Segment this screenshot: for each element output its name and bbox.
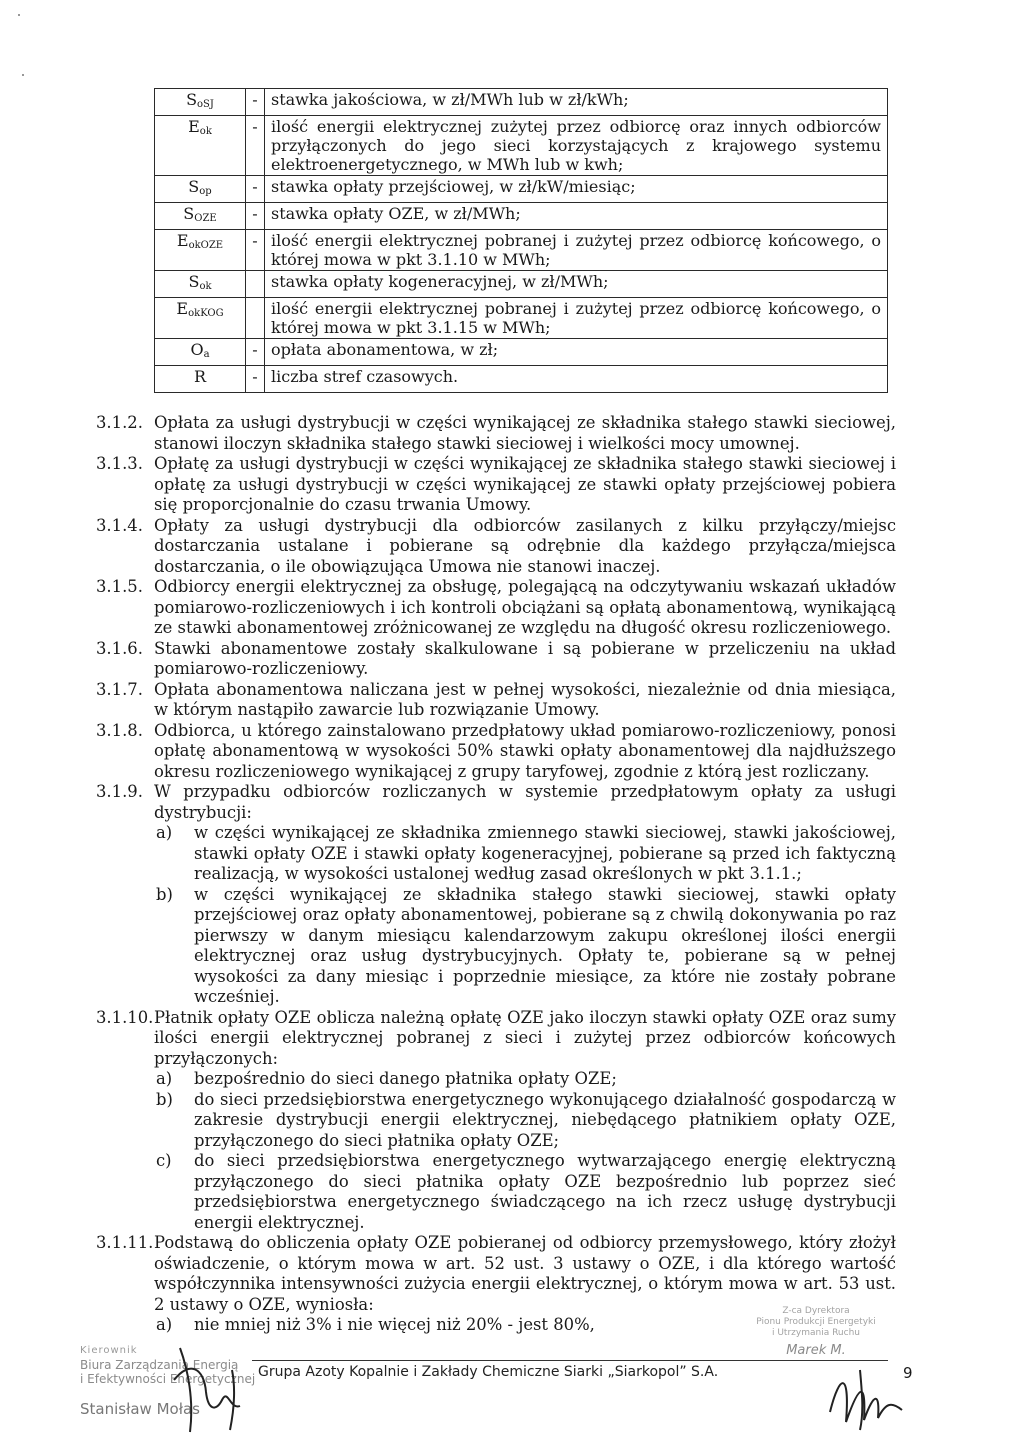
symbol-cell — [155, 271, 246, 298]
symbol-row — [155, 203, 888, 230]
symbol-cell — [155, 230, 246, 271]
description-cell: opłata abonamentowa, w zł; — [265, 339, 888, 366]
symbol-base: E — [188, 117, 200, 136]
left-signature — [160, 1340, 280, 1440]
section-body — [154, 639, 896, 680]
symbol-cell — [155, 339, 246, 366]
section-number: 3.1.6. — [96, 638, 143, 658]
description-cell: ilość energii elektrycznej pobranej i zużytej przez odbiorcę końcowego, o której mowa w pkt 3.1.10 w MWh; — [265, 230, 888, 271]
sub-item-text: nie mniej niż 3% i nie więcej niż 20% - jest 80%, — [194, 1315, 595, 1334]
stamp-right-name: Marek M. — [786, 1343, 846, 1358]
section-item — [96, 454, 896, 516]
symbol-subscript: oSJ — [197, 99, 214, 110]
symbol-cell — [155, 366, 246, 393]
section-number: 3.1.5. — [96, 577, 143, 596]
scan-speck — [22, 74, 24, 76]
section-body — [154, 413, 896, 454]
stamp-left-role: Kierownik — [80, 1345, 138, 1356]
section-text: Stawki abonamentowe zostały skalkulowane i są pobierane w przeliczeniu na układ pomiarowo-rozliczeniowy. — [154, 638, 896, 678]
dash-cell — [246, 271, 265, 298]
section-number: 3.1.3. — [96, 454, 143, 473]
sub-item-letter: b) — [156, 1089, 173, 1109]
sub-item-letter: a) — [156, 1069, 173, 1088]
description-cell: ilość energii elektrycznej zużytej przez odbiorcę oraz innych odbiorców przyłączonych do jego sieci korzystających z krajowego systemu elektroenergetycznego, w MWh lub w kwh; — [265, 116, 888, 176]
sub-item-letter: a) — [156, 1315, 173, 1334]
dash-cell: - — [246, 366, 265, 393]
section-number: 3.1.9. — [96, 782, 143, 801]
symbol-base: S — [188, 177, 200, 196]
section-item — [96, 413, 896, 454]
section-body — [154, 1008, 896, 1234]
section-text: W przypadku odbiorców rozliczanych w systemie przedpłatowym opłaty za usługi dystrybucji: — [154, 782, 896, 822]
symbol-base: O — [190, 340, 204, 359]
symbol-subscript: ok — [199, 126, 212, 137]
dash-cell: - — [246, 176, 265, 203]
stamp-right-line2: Pionu Produkcji Energetyki — [756, 1317, 876, 1327]
section-body — [154, 577, 896, 639]
sub-item-text: w części wynikającej ze składnika stałego stawki sieciowej, stawki opłaty przejściowej oraz opłaty abonamentowej, pobierane są z chwilą dokonywania po raz pierwszy w danym miesiącu kalendarzowym zakupu określonej ilości energii elektrycznej oraz usług dystrybucyjnych. Opłaty te, pobierane są w pełnej wysokości za dany miesiąc i poprzednie miesiące, za które nie zostały pobrane wcześniej. — [194, 884, 896, 1006]
description-cell: stawka opłaty OZE, w zł/MWh; — [265, 203, 888, 230]
stamp-right-line1: Z-ca Dyrektora — [782, 1306, 850, 1316]
sub-item — [154, 1090, 896, 1152]
section-number: 3.1.4. — [96, 515, 143, 535]
symbol-row — [155, 89, 888, 116]
sub-item — [154, 823, 896, 885]
section-item — [96, 516, 896, 578]
symbol-cell — [155, 203, 246, 230]
symbol-cell — [155, 89, 246, 116]
scan-speck — [18, 14, 20, 16]
symbol-base: E — [176, 299, 189, 318]
symbol-cell — [155, 176, 246, 203]
section-text: Opłatę za usługi dystrybucji w części wynikającej ze składnika stałego stawki sieciowej i opłatę za usługi dystrybucji w części wynikającej ze stawki opłaty przejściowej pobiera się proporcjonalnie do czasu trwania Umowy. — [154, 454, 896, 514]
symbol-subscript: okKOG — [188, 308, 224, 319]
section-item — [96, 680, 896, 721]
symbol-row — [155, 339, 888, 366]
sub-item-letter: c) — [156, 1151, 172, 1170]
numbered-sections — [96, 413, 896, 1336]
dash-cell: - — [246, 116, 265, 176]
right-signature — [820, 1362, 910, 1432]
symbol-subscript: ok — [199, 281, 212, 292]
section-text: Odbiorcy energii elektrycznej za obsługę, polegającą na odczytywaniu wskazań układów pomiarowo-rozliczeniowych i ich kontroli obciążani są opłatą abonamentową, wynikającą ze stawki abonamentowej zróżnicowanej ze względu na długość okresu rozliczeniowego. — [154, 577, 896, 637]
description-cell: liczba stref czasowych. — [265, 366, 888, 393]
symbol-subscript: okOZE — [188, 240, 224, 251]
symbol-base: S — [183, 204, 195, 223]
section-item — [96, 782, 896, 1008]
page-number: 9 — [903, 1364, 913, 1382]
description-cell: ilość energii elektrycznej pobranej i zużytej przez odbiorcę końcowego, o której mowa w pkt 3.1.15 w MWh; — [265, 298, 888, 339]
symbol-row — [155, 230, 888, 271]
symbol-table — [154, 88, 888, 393]
symbol-row — [155, 116, 888, 176]
dash-cell: - — [246, 203, 265, 230]
section-body — [154, 782, 896, 1008]
symbol-cell — [155, 116, 246, 176]
sub-item — [154, 1151, 896, 1233]
stamp-left-name: Stanisław Mołas — [80, 1400, 200, 1418]
symbol-row — [155, 366, 888, 393]
section-number: 3.1.10. — [96, 1007, 154, 1027]
section-number: 3.1.7. — [96, 679, 143, 699]
section-number: 3.1.2. — [96, 413, 143, 432]
stamp-left-line1: Biura Zarządzania Energią — [80, 1358, 239, 1372]
sub-item-text: bezpośrednio do sieci danego płatnika opłaty OZE; — [194, 1069, 617, 1088]
symbol-row — [155, 271, 888, 298]
symbol-subscript: OZE — [194, 213, 217, 224]
section-number: 3.1.11. — [96, 1233, 154, 1252]
symbol-base: R — [193, 367, 207, 386]
section-body — [154, 454, 896, 516]
section-text: Podstawą do obliczenia opłaty OZE pobieranej od odbiorcy przemysłowego, który złożył oświadczenie, o którym mowa w art. 52 ust. 3 ustawy o OZE, i dla którego wartość współczynnika intensywności zużycia energii elektrycznej, o którym mowa w art. 53 ust. 2 ustawy o OZE, wyniosła: — [154, 1233, 896, 1314]
symbol-base: S — [186, 90, 198, 109]
section-item — [96, 1008, 896, 1234]
description-cell: stawka opłaty kogeneracyjnej, w zł/MWh; — [265, 271, 888, 298]
symbol-base: E — [176, 231, 189, 250]
section-text: Płatnik opłaty OZE oblicza należną opłatę OZE jako iloczyn stawki opłaty OZE oraz sumy ilości energii elektrycznej pobranej z sieci i zużytej przez odbiorców końcowych przyłączonych: — [154, 1007, 896, 1068]
section-item — [96, 577, 896, 639]
sub-item — [154, 885, 896, 1008]
sub-item-text: do sieci przedsiębiorstwa energetycznego wytwarzającego energię elektryczną przyłączonego do sieci płatnika opłaty OZE bezpośrednio lub poprzez sieć przedsiębiorstwa energetycznego świadczącego na ich rzecz usługę dystrybucji energii elektrycznej. — [194, 1151, 896, 1232]
footer-company: Grupa Azoty Kopalnie i Zakłady Chemiczne Siarki „Siarkopol” S.A. — [258, 1364, 719, 1380]
symbol-base: S — [188, 272, 200, 291]
sub-item-letter: a) — [156, 823, 173, 842]
sub-item-text: do sieci przedsiębiorstwa energetycznego wykonującego działalność gospodarczą w zakresie dystrybucji energii elektrycznej, niebędącego płatnikiem opłaty OZE, przyłączonego do sieci płatnika opłaty OZE; — [194, 1089, 896, 1150]
symbol-row — [155, 176, 888, 203]
section-item — [96, 639, 896, 680]
section-number: 3.1.8. — [96, 720, 143, 740]
section-body — [154, 721, 896, 783]
stamp-right-line3: i Utrzymania Ruchu — [771, 1328, 860, 1338]
description-cell: stawka opłaty przejściowej, w zł/kW/miesiąc; — [265, 176, 888, 203]
symbol-subscript: op — [199, 186, 212, 197]
sub-item — [154, 1069, 896, 1090]
sub-item-text: w części wynikającej ze składnika zmiennego stawki sieciowej, stawki jakościowej, stawki opłaty OZE i stawki opłaty kogeneracyjnej, pobierane są przed ich faktyczną realizacją, w wysokości ustalonej według zasad określonych w pkt 3.1.1.; — [194, 823, 896, 883]
description-cell: stawka jakościowa, w zł/MWh lub w zł/kWh; — [265, 89, 888, 116]
section-text: Opłata abonamentowa naliczana jest w pełnej wysokości, niezależnie od dnia miesiąca, w którym nastąpiło zawarcie lub rozwiązanie Umowy. — [154, 679, 896, 719]
section-text: Odbiorca, u którego zainstalowano przedpłatowy układ pomiarowo-rozliczeniowy, ponosi opłatę abonamentową w wysokości 50% stawki opłaty abonamentowej dla najdłuższego okresu rozliczeniowego wynikającej z grupy taryfowej, zgodnie z którą jest rozliczany. — [154, 720, 896, 781]
symbol-cell — [155, 298, 246, 339]
symbol-subscript: a — [203, 349, 210, 360]
section-text: Opłata za usługi dystrybucji w części wynikającej ze składnika stałego stawki sieciowej, stanowi iloczyn składnika stałego stawki sieciowej i wielkości mocy umownej. — [154, 413, 896, 453]
dash-cell — [246, 298, 265, 339]
section-text: Opłaty za usługi dystrybucji dla odbiorców zasilanych z kilku przyłączy/miejsc dostarczania ustalane i pobierane są odrębnie dla każdego przyłącza/miejsca dostarczania, o ile obowiązująca Umowa nie stanowi inaczej. — [154, 515, 896, 576]
stamp-left-line2: i Efektywności Energetycznej — [80, 1372, 256, 1386]
symbol-row — [155, 298, 888, 339]
section-body — [154, 516, 896, 578]
dash-cell: - — [246, 339, 265, 366]
sub-item-letter: b) — [156, 884, 173, 904]
section-body — [154, 680, 896, 721]
section-item — [96, 721, 896, 783]
dash-cell: - — [246, 230, 265, 271]
dash-cell: - — [246, 89, 265, 116]
